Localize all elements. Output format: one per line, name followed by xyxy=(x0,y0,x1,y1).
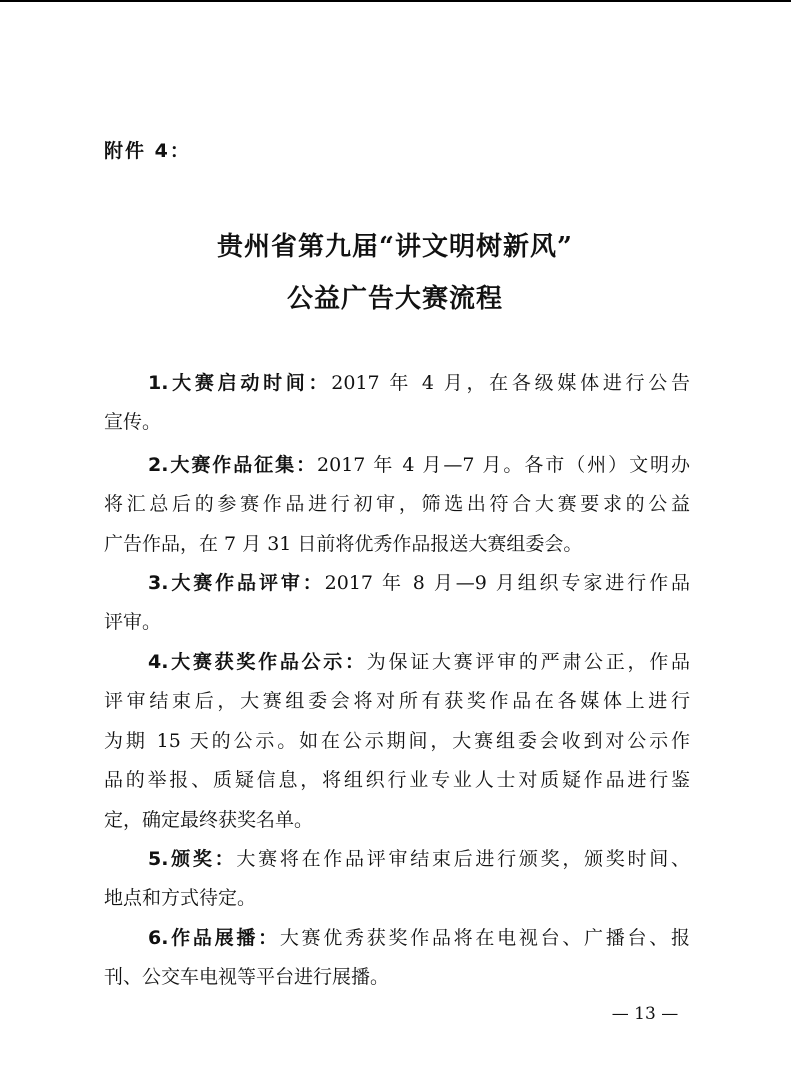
process-item-5 xyxy=(104,840,690,919)
process-item-3 xyxy=(104,564,690,643)
attachment-label: 附件 4： xyxy=(104,140,191,162)
document-title-line-2: 公益广告大赛流程 xyxy=(286,284,503,314)
item-heading: 6.作品展播： xyxy=(148,927,280,949)
item-text: 大赛将在作品评审结束后进行颁奖，颁奖时间、 xyxy=(236,848,690,870)
process-item-1 xyxy=(104,364,690,443)
paragraph-line xyxy=(104,564,690,603)
paragraph-line: 广告作品，在 7 月 31 日前将优秀作品报送大赛组委会。 xyxy=(104,532,583,555)
document-title-line-1: 贵州省第九届“讲文明树新风” xyxy=(217,232,573,262)
item-text: 大赛优秀获奖作品将在电视台、广播台、报 xyxy=(279,927,690,949)
item-heading: 5.颁奖： xyxy=(148,848,237,870)
paragraph-line xyxy=(104,919,690,958)
paragraph-line xyxy=(104,643,690,682)
item-text: 2017 年 8 月—9 月组织专家进行作品 xyxy=(324,572,690,594)
item-heading: 2.大赛作品征集： xyxy=(148,454,318,476)
top-border-line xyxy=(0,0,791,2)
process-item-2 xyxy=(104,446,690,564)
item-heading: 1.大赛启动时间： xyxy=(148,372,332,394)
item-heading: 4.大赛获奖作品公示： xyxy=(148,651,367,673)
process-item-4 xyxy=(104,643,690,840)
paragraph-line xyxy=(104,840,690,879)
paragraph-line: 刊、公交车电视等平台进行展播。 xyxy=(104,966,390,989)
paragraph-line: 为期 15 天的公示。如在公示期间，大赛组委会收到对公示作 xyxy=(104,729,690,752)
paragraph-line: 品的举报、质疑信息，将组织行业专业人士对质疑作品进行鉴 xyxy=(104,769,690,792)
paragraph-line: 定，确定最终获奖名单。 xyxy=(104,808,314,831)
process-item-6 xyxy=(104,919,690,998)
paragraph-line: 评审。 xyxy=(104,611,162,634)
paragraph-line: 将汇总后的参赛作品进行初审，筛选出符合大赛要求的公益 xyxy=(104,493,690,516)
item-text: 2017 年 4 月—7 月。各市（州）文明办 xyxy=(317,454,690,476)
page-number: — 13 — xyxy=(611,1004,679,1024)
item-text: 2017 年 4 月，在各级媒体进行公告 xyxy=(331,372,690,394)
paragraph-line: 宣传。 xyxy=(104,411,162,434)
paragraph-line xyxy=(104,364,690,403)
paragraph-line xyxy=(104,446,690,485)
item-heading: 3.大赛作品评审： xyxy=(148,572,325,594)
paragraph-line: 评审结束后，大赛组委会将对所有获奖作品在各媒体上进行 xyxy=(104,690,690,713)
item-text: 为保证大赛评审的严肃公正，作品 xyxy=(366,651,690,673)
paragraph-line: 地点和方式待定。 xyxy=(104,887,257,910)
